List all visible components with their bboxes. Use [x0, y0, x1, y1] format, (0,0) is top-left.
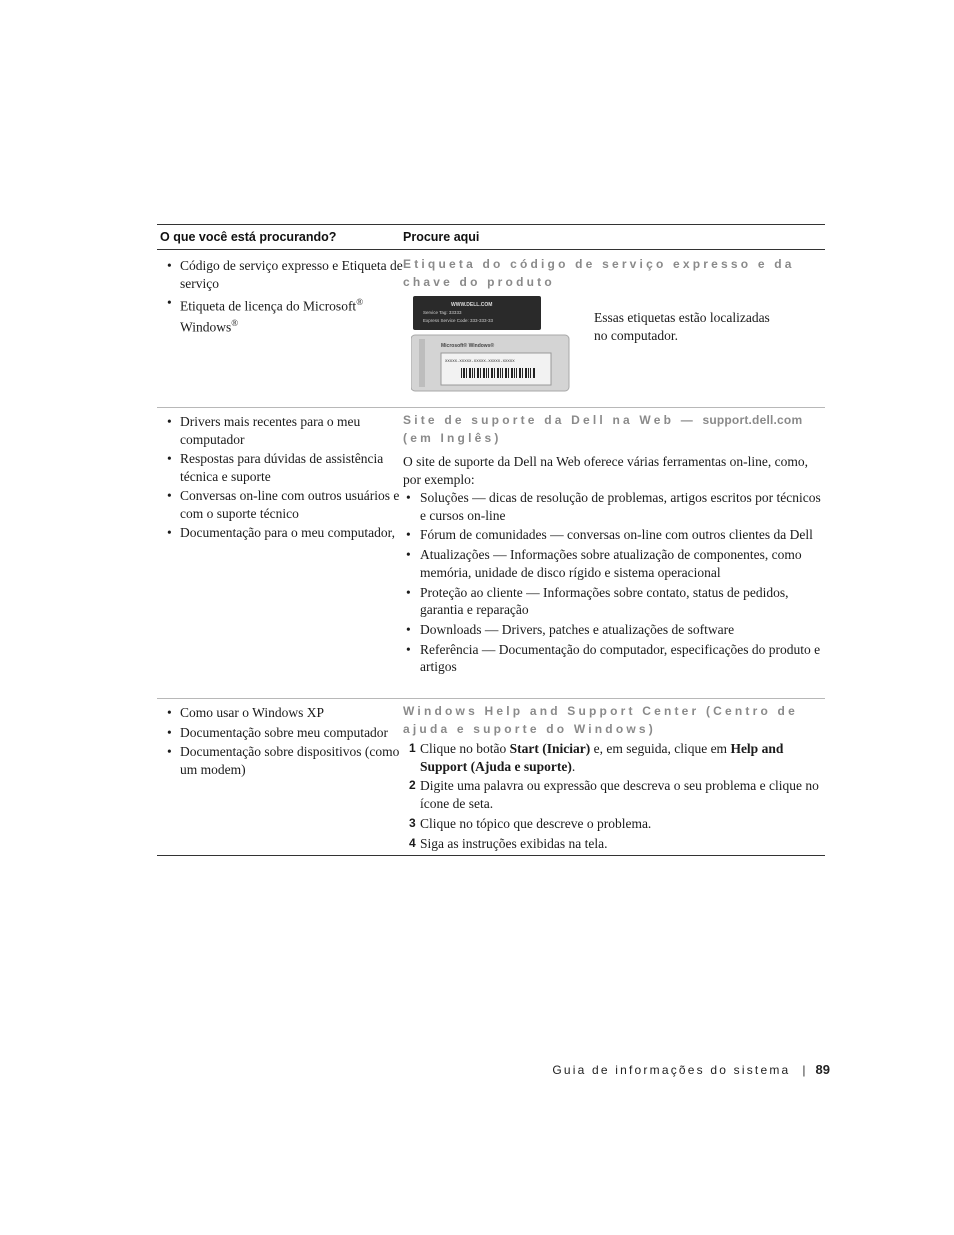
help-steps [403, 740, 825, 852]
step-number: 2 [409, 778, 416, 793]
help-support-ref: Help and Support (Ajuda e suporte) [420, 741, 784, 774]
support-url[interactable]: support.dell.com [702, 413, 803, 427]
table-header-row [157, 225, 825, 249]
row-help-resource [403, 703, 825, 855]
section-title-labels: Etiqueta do código de serviço expresso e da chave do produto [403, 257, 795, 289]
list-item: • Documentação sobre meu computador [160, 724, 403, 742]
license-brand: Microsoft® Windows® [441, 343, 495, 349]
service-tag-site: WWW.DELL.COM [451, 302, 493, 308]
list-item: • Documentação sobre dispositivos (como um modem) [160, 743, 403, 778]
header-looking-for: O que você está procurando? [160, 230, 337, 244]
row-labels-needs [157, 256, 403, 407]
step-number: 4 [409, 835, 416, 850]
list-item: • Downloads — Drivers, patches e atualizações de software [403, 621, 825, 639]
start-menu-ref: Start (Iniciar) [509, 741, 591, 756]
support-site-title: Site de suporte da Dell na Web [403, 413, 675, 427]
service-tag-illustration [411, 295, 581, 395]
step-item: 3 Clique no tópico que descreve o problema. [409, 815, 652, 831]
express-service-code: Express Service Code: 333-333-33 [423, 318, 494, 323]
section-title-support [403, 412, 825, 447]
note-line: Essas etiquetas estão localizadas [594, 310, 770, 325]
step-number: 1 [409, 741, 416, 755]
table-row-windows-help [157, 699, 825, 855]
row-support-needs [157, 412, 403, 698]
license-key: XXXXX-XXXXX-XXXXX-XXXXX-XXXXX [445, 360, 515, 364]
table-row-support-site [157, 408, 825, 698]
label-area [403, 295, 825, 395]
step-number: 3 [409, 815, 416, 830]
note-line: no computador. [594, 327, 678, 343]
list-item: • Soluções — dicas de resolução de problemas, artigos escritos por técnicos e cursos on-line [403, 489, 825, 524]
license-sticker-edge [419, 339, 425, 387]
table-bottom-rule [157, 855, 825, 856]
support-tools-list [403, 489, 825, 676]
list-item: • Conversas on-line com outros usuários e com o suporte técnico [160, 487, 403, 522]
table-row-labels [157, 250, 825, 407]
row-help-needs [157, 703, 403, 855]
title-dash: — [680, 413, 696, 427]
step-item: 4 Siga as instruções exibidas na tela. [409, 835, 608, 851]
step-item: 2 Digite uma palavra ou expressão que descreva o seu problema e clique no ícone de seta. [409, 778, 819, 811]
row-labels-resource [403, 256, 825, 407]
page-footer [552, 1062, 830, 1077]
labels-location-note [594, 309, 770, 344]
list-item: • Fórum de comunidades — conversas on-line com outros clientes da Dell [403, 526, 825, 544]
step-item: 1 Clique no botão Start (Iniciar) e, em seguida, clique em Help and Support (Ajuda e suporte). [409, 741, 784, 774]
service-tag-number: Service Tag: 33333 [423, 310, 462, 315]
footer-separator: | [802, 1062, 806, 1077]
page-number: 89 [815, 1062, 830, 1077]
list-item: • Documentação para o meu computador, [160, 524, 403, 542]
footer-guide-title: Guia de informações do sistema [552, 1062, 791, 1077]
list-item: • Referência — Documentação do computador, especificações do produto e artigos [403, 641, 825, 676]
header-look-here: Procure aqui [403, 230, 480, 244]
row-support-resource [403, 412, 825, 698]
title-suffix: (em Inglês) [403, 430, 502, 445]
list-item: • Atualizações — Informações sobre atualização de componentes, como memória, unidade de disco rígido e sistema operacional [403, 546, 825, 581]
list-item: • Respostas para dúvidas de assistência técnica e suporte [160, 450, 403, 485]
support-intro: O site de suporte da Dell na Web oferece várias ferramentas on-line, como, por exemplo: [403, 454, 808, 487]
list-item: • Como usar o Windows XP [160, 704, 403, 722]
list-item: • Código de serviço expresso e Etiqueta de serviço [160, 257, 403, 292]
section-title-help: Windows Help and Support Center (Centro de ajuda e suporte do Windows) [403, 704, 798, 736]
lookup-table [157, 224, 825, 856]
list-item: • Etiqueta de licença do Microsoft® Windows® [160, 294, 403, 336]
list-item: • Drivers mais recentes para o meu computador [160, 413, 403, 448]
list-item: • Proteção ao cliente — Informações sobre contato, status de pedidos, garantia e reparação [403, 584, 825, 619]
